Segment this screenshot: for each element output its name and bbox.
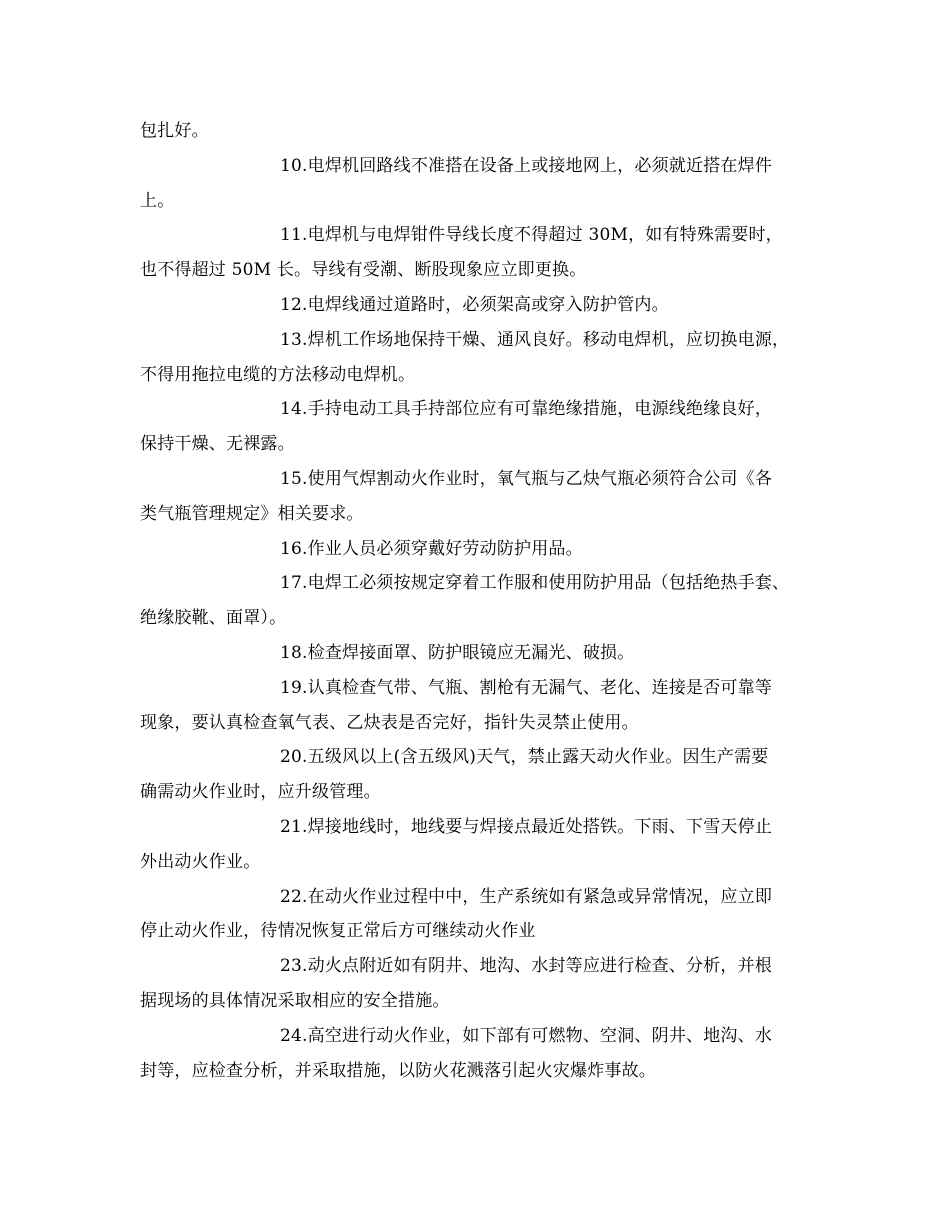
text-line: 外出动火作业。 [140, 851, 261, 872]
text-line: 保持干燥、无裸露。 [140, 434, 295, 455]
text-line: 18.检查焊接面罩、防护眼镜应无漏光、破损。 [280, 642, 635, 663]
text-line: 13.焊机工作场地保持干燥、通风良好。移动电焊机，应切换电源， [280, 329, 790, 350]
text-line: 12.电焊线通过道路时，必须架高或穿入防护管内。 [280, 294, 669, 315]
text-line: 24.高空进行动火作业，如下部有可燃物、空洞、阴井、地沟、水 [280, 1025, 773, 1046]
text-line: 不得用拖拉电缆的方法移动电焊机。 [140, 364, 416, 385]
text-line: 19.认真检查气带、气瓶、割枪有无漏气、老化、连接是否可靠等 [280, 677, 773, 698]
text-line: 20.五级风以上(含五级风)天气，禁止露天动火作业。因生产需要 [280, 747, 769, 768]
text-line: 15.使用气焊割动火作业时，氧气瓶与乙炔气瓶必须符合公司《各 [280, 468, 773, 489]
text-line: 据现场的具体情况采取相应的安全措施。 [140, 990, 450, 1011]
text-line: 也不得超过 50M 长。导线有受潮、断股现象应立即更换。 [140, 260, 587, 281]
text-line: 17.电焊工必须按规定穿着工作服和使用防护用品（包括绝热手套、 [280, 573, 790, 594]
document-body [140, 114, 820, 1088]
text-line: 22.在动火作业过程中中，生产系统如有紧急或异常情况，应立即 [280, 886, 773, 907]
text-line: 绝缘胶靴、面罩）。 [140, 608, 287, 629]
text-line: 11.电焊机与电焊钳件导线长度不得超过 30M，如有特殊需要时， [280, 225, 783, 246]
text-line: 确需动火作业时，应升级管理。 [140, 782, 381, 803]
text-line: 类气瓶管理规定》相关要求。 [140, 503, 364, 524]
text-line: 停止动火作业，待情况恢复正常后方可继续动火作业 [140, 921, 536, 942]
text-line: 23.动火点附近如有阴井、地沟、水封等应进行检查、分析，并根 [280, 956, 773, 977]
text-line: 10.电焊机回路线不准搭在设备上或接地网上，必须就近搭在焊件 [280, 155, 773, 176]
text-line: 封等，应检查分析，并采取措施，以防火花溅落引起火灾爆炸事故。 [140, 1060, 656, 1081]
text-line: 16.作业人员必须穿戴好劳动防护用品。 [280, 538, 583, 559]
text-line: 现象，要认真检查氧气表、乙炔表是否完好，指针失灵禁止使用。 [140, 712, 639, 733]
text-line: 21.焊接地线时，地线要与焊接点最近处搭铁。下雨、下雪天停止 [280, 816, 773, 837]
text-line: 14.手持电动工具手持部位应有可靠绝缘措施，电源线绝缘良好， [280, 399, 773, 420]
text-line: 上。 [140, 190, 175, 211]
text-line: 包扎好。 [140, 121, 209, 141]
